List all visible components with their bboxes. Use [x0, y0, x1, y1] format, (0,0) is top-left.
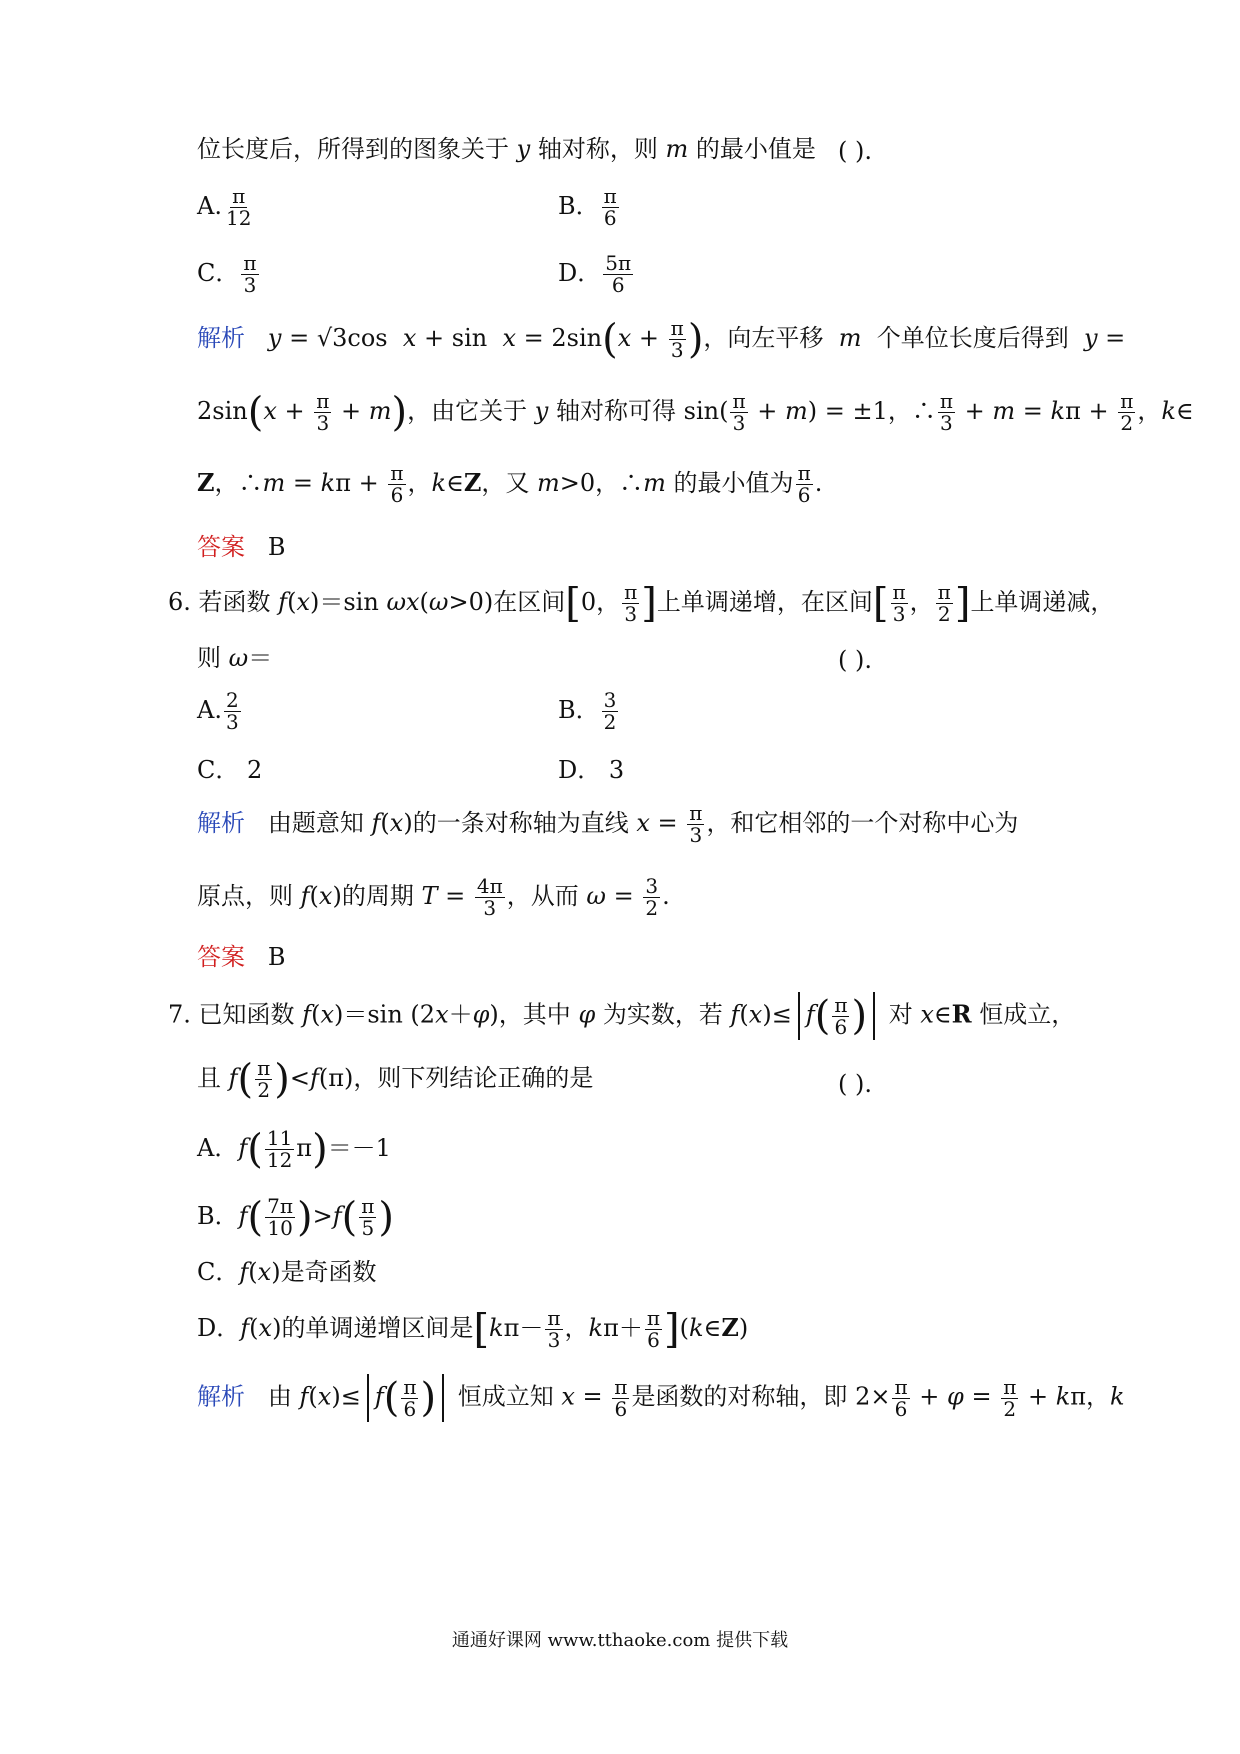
q6-option-b: B． $\frac{3}{2}$	[558, 688, 617, 734]
answer-value: B	[267, 533, 286, 561]
analysis-label: 解析	[197, 324, 245, 352]
q7-option-a: A．f( $\frac{11}{12}$ π)＝－1	[197, 1126, 391, 1173]
page-footer: 通通好课网 www.tthaoke.com 提供下载	[451, 1630, 789, 1651]
q5-analysis-line-3: Z，∴m = kπ + $\frac{\pi}{6}$ ，k∈Z，又 m>0，∴m 的最小值为 $\frac{\pi}{6}$ .	[197, 461, 823, 507]
q7-stem-line-1: 7. 已知函数 f(x)＝sin (2x＋φ)，其中 φ 为实数，若 f(x)≤ f( $\frac{\pi}{6}$ ) 对 x∈R 恒成立，	[168, 992, 1076, 1039]
q7-answer-paren: ( ).	[838, 1070, 872, 1098]
q7-option-d: D．f(x)的单调递增区间是[kπ－ $\frac{\pi}{3}$ ，kπ＋ $\frac{\pi}{6}$ ](k∈Z)	[197, 1306, 749, 1353]
q5-option-c: C． $\frac{\pi}{3}$	[197, 251, 257, 297]
answer-label: 答案	[197, 533, 245, 561]
q6-analysis-line-1: 解析 由题意知 f(x)的一条对称轴为直线 x = $\frac{\pi}{3}$ ，和它相邻的一个对称中心为	[197, 801, 1019, 847]
q5-analysis-line-1: 解析 y = √3cos x + sin x = 2sin(x + $\frac{\pi}{3}$ )，向左平移 m 个单位长度后得到 y =	[197, 316, 1126, 363]
answer-value: B	[267, 943, 286, 971]
q6-answer-paren: ( ).	[838, 646, 872, 674]
q6-option-c: C． 2	[197, 756, 263, 784]
q5-option-a: A. $\frac{\pi}{12}$	[197, 184, 252, 230]
analysis-label: 解析	[197, 1382, 245, 1411]
q5-answer-paren: ( ).	[838, 137, 872, 165]
q5-stem-tail: 位长度后，所得到的图象关于 y 轴对称，则 m 的最小值是	[197, 135, 816, 163]
q6-stem-line-1: 6. 若函数 f(x)＝sin ωx(ω>0)在区间[0， $\frac{\pi}{3}$ ]上单调递增，在区间[ $\frac{\pi}{3}$ ， $\frac{\pi}{2}$ ]上单调递减，	[168, 580, 1115, 627]
analysis-label: 解析	[197, 809, 245, 837]
q7-stem-line-2: 且 f( $\frac{\pi}{2}$ )<f(π)，则下列结论正确的是	[197, 1056, 594, 1103]
q6-answer	[197, 945, 286, 969]
q5-answer	[197, 535, 286, 559]
q6-option-d: D． 3	[558, 756, 625, 784]
q5-analysis-line-2: 2sin(x + $\frac{\pi}{3}$ + m)，由它关于 y 轴对称可得 sin( $\frac{\pi}{3}$ + m) = ±1，∴ $\frac{\pi}{3}$ + m = kπ + $\frac{\pi}{2}$ ，k∈	[197, 389, 1194, 436]
q7-option-b: B．f( $\frac{7\pi}{10}$ )>f( $\frac{\pi}{5}$ )	[197, 1194, 394, 1241]
answer-label: 答案	[197, 943, 245, 971]
q5-option-d: D． $\frac{5\pi}{6}$	[558, 251, 632, 297]
q7-analysis-line-1: 解析 由 f(x)≤ f( $\frac{\pi}{6}$ ) 恒成立知 x = $\frac{\pi}{6}$ 是函数的对称轴，即 2× $\frac{\pi}{6}$ + φ = $\frac{\pi}{2}$ + kπ，k	[197, 1374, 1125, 1421]
q5-option-b: B． $\frac{\pi}{6}$	[558, 184, 617, 230]
q6-analysis-line-2: 原点，则 f(x)的周期 T = $\frac{4\pi}{3}$ ，从而 ω = $\frac{3}{2}$ .	[197, 874, 670, 920]
q7-option-c: C．f(x)是奇函数	[197, 1258, 377, 1286]
q6-stem-line-2: 则 ω＝	[197, 644, 273, 672]
q6-option-a: A. $\frac{2}{3}$	[197, 688, 239, 734]
